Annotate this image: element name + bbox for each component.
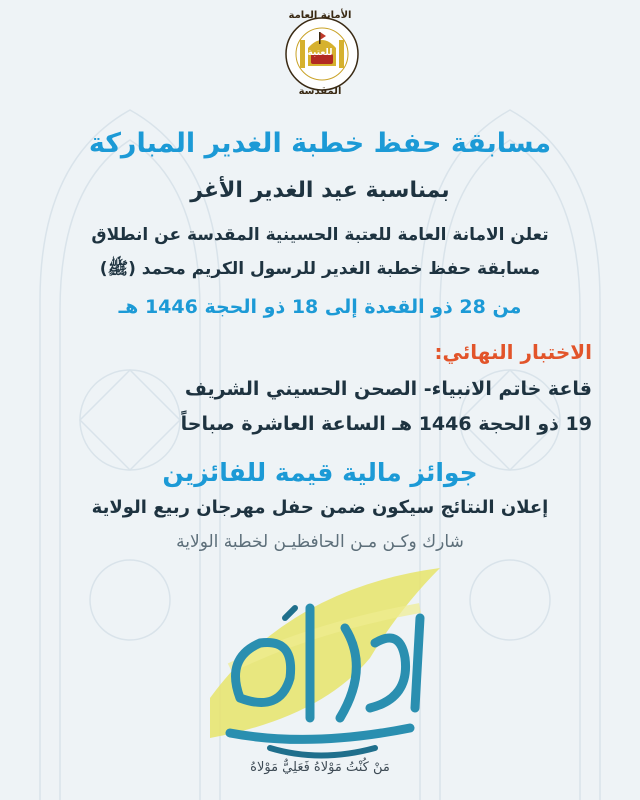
announcement-line-1: تعلن الامانة العامة للعتبة الحسينية المقدسة عن انطلاق (91, 225, 549, 245)
logo-center-text: للعتبة (307, 48, 333, 58)
logo-top-text: الأمانة العامة (288, 10, 352, 21)
final-exam-label: الاختبار النهائي: (434, 340, 592, 364)
calligraphy-caption: مَنْ كُنْتُ مَوْلاهُ فَعَلِيٌّ مَوْلاهُ (250, 760, 390, 775)
participate-tagline: شارك وكـن مـن الحافظيـن لخطبة الولاية (176, 532, 464, 552)
occasion-subtitle: بمناسبة عيد الغدير الأغر (190, 178, 450, 203)
announcement-line-2: مسابقة حفظ خطبة الغدير للرسول الكريم محمد (ﷺ) (99, 259, 541, 279)
exam-time: 19 ذو الحجة 1446 هـ الساعة العاشرة صباحاً (180, 413, 592, 435)
prizes-heading: جوائز مالية قيمة للفائزين (162, 458, 478, 487)
page-title: مسابقة حفظ خطبة الغدير المباركة (88, 128, 552, 159)
calligraphy-artwork-icon (170, 548, 460, 778)
announcement-text (0, 218, 640, 286)
logo-bottom-text: المقدسة (298, 86, 342, 97)
competition-dates: من 28 ذو القعدة إلى 18 ذو الحجة 1446 هـ (118, 296, 522, 318)
results-note: إعلان النتائج سيكون ضمن حفل مهرجان ربيع الولاية (91, 497, 549, 518)
exam-venue: قاعة خاتم الانبياء- الصحن الحسيني الشريف (184, 378, 592, 400)
